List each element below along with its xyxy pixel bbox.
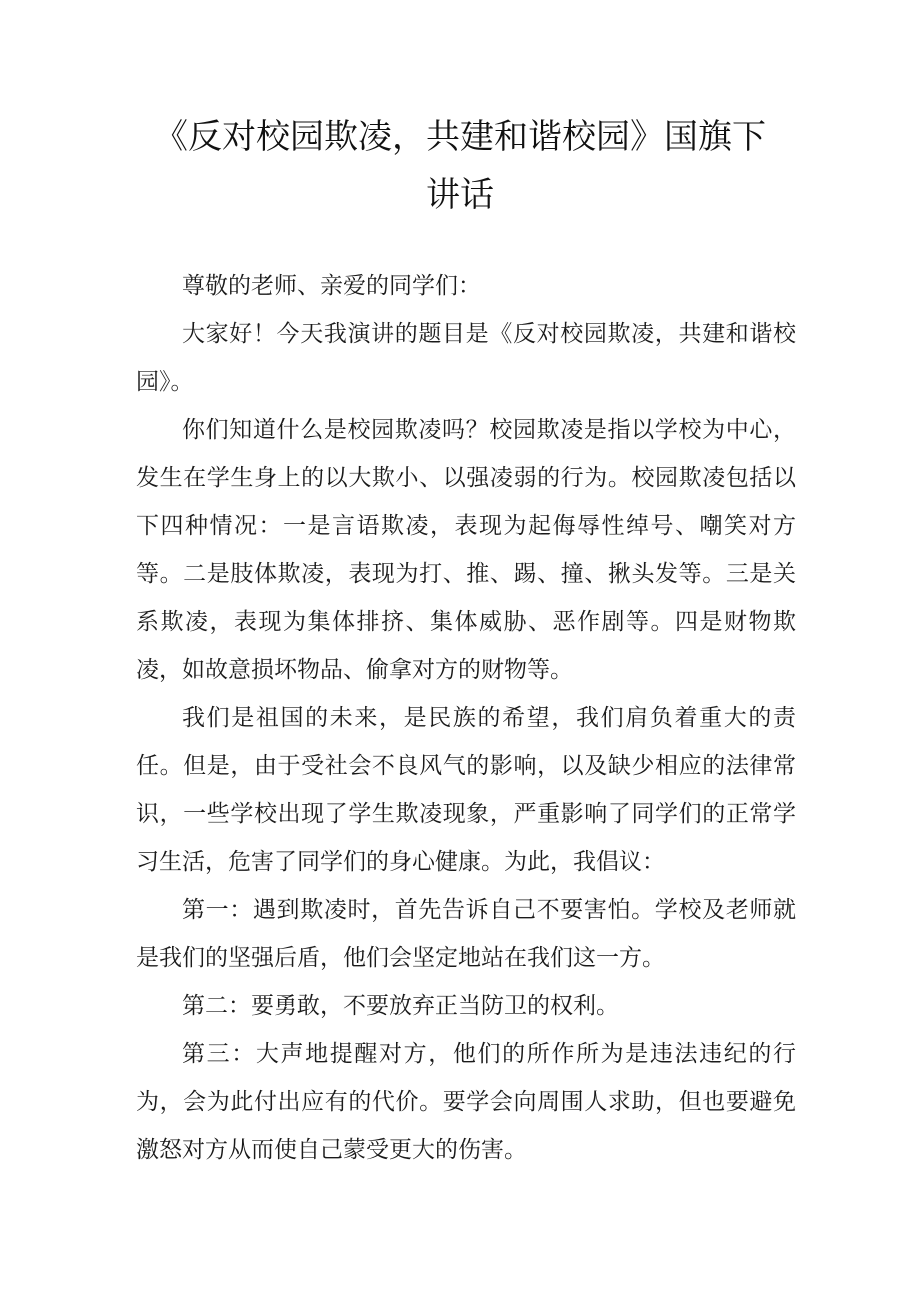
paragraph-point-one: 第一：遇到欺凌时，首先告诉自己不要害怕。学校及老师就是我们的坚强后盾，他们会坚定地站在我们这一方。 xyxy=(136,897,796,971)
paragraph-point-two: 第二：要勇敢，不要放弃正当防卫的权利。 xyxy=(182,993,619,1019)
paragraph-definition: 你们知道什么是校园欺凌吗？校园欺凌是指以学校为中心，发生在学生身上的以大欺小、以强凌弱的行为。校园欺凌包括以下四种情况：一是言语欺凌，表现为起侮辱性绰号、嘲笑对方等。二是肢体欺凌，表现为打、推、踢、撞、揪头发等。三是关系欺凌，表现为集体排挤、集体威胁、恶作剧等。四是财物欺凌，如故意损坏物品、偷拿对方的财物等。 xyxy=(136,417,796,683)
document-body xyxy=(136,262,796,1174)
document-title: 《反对校园欺凌，共建和谐校园》国旗下讲话 xyxy=(154,117,766,215)
paragraph-responsibility: 我们是祖国的未来，是民族的希望，我们肩负着重大的责任。但是，由于受社会不良风气的影响，以及缺少相应的法律常识，一些学校出现了学生欺凌现象，严重影响了同学们的正常学习生活，危害了同学们的身心健康。为此，我倡议： xyxy=(136,705,796,875)
paragraph-point-three: 第三：大声地提醒对方，他们的所作所为是违法违纪的行为，会为此付出应有的代价。要学会向周围人求助，但也要避免激怒对方从而使自己蒙受更大的伤害。 xyxy=(136,1041,796,1163)
paragraph-greeting: 大家好！今天我演讲的题目是《反对校园欺凌，共建和谐校园》。 xyxy=(136,321,796,395)
paragraph-salutation: 尊敬的老师、亲爱的同学们： xyxy=(182,273,481,299)
